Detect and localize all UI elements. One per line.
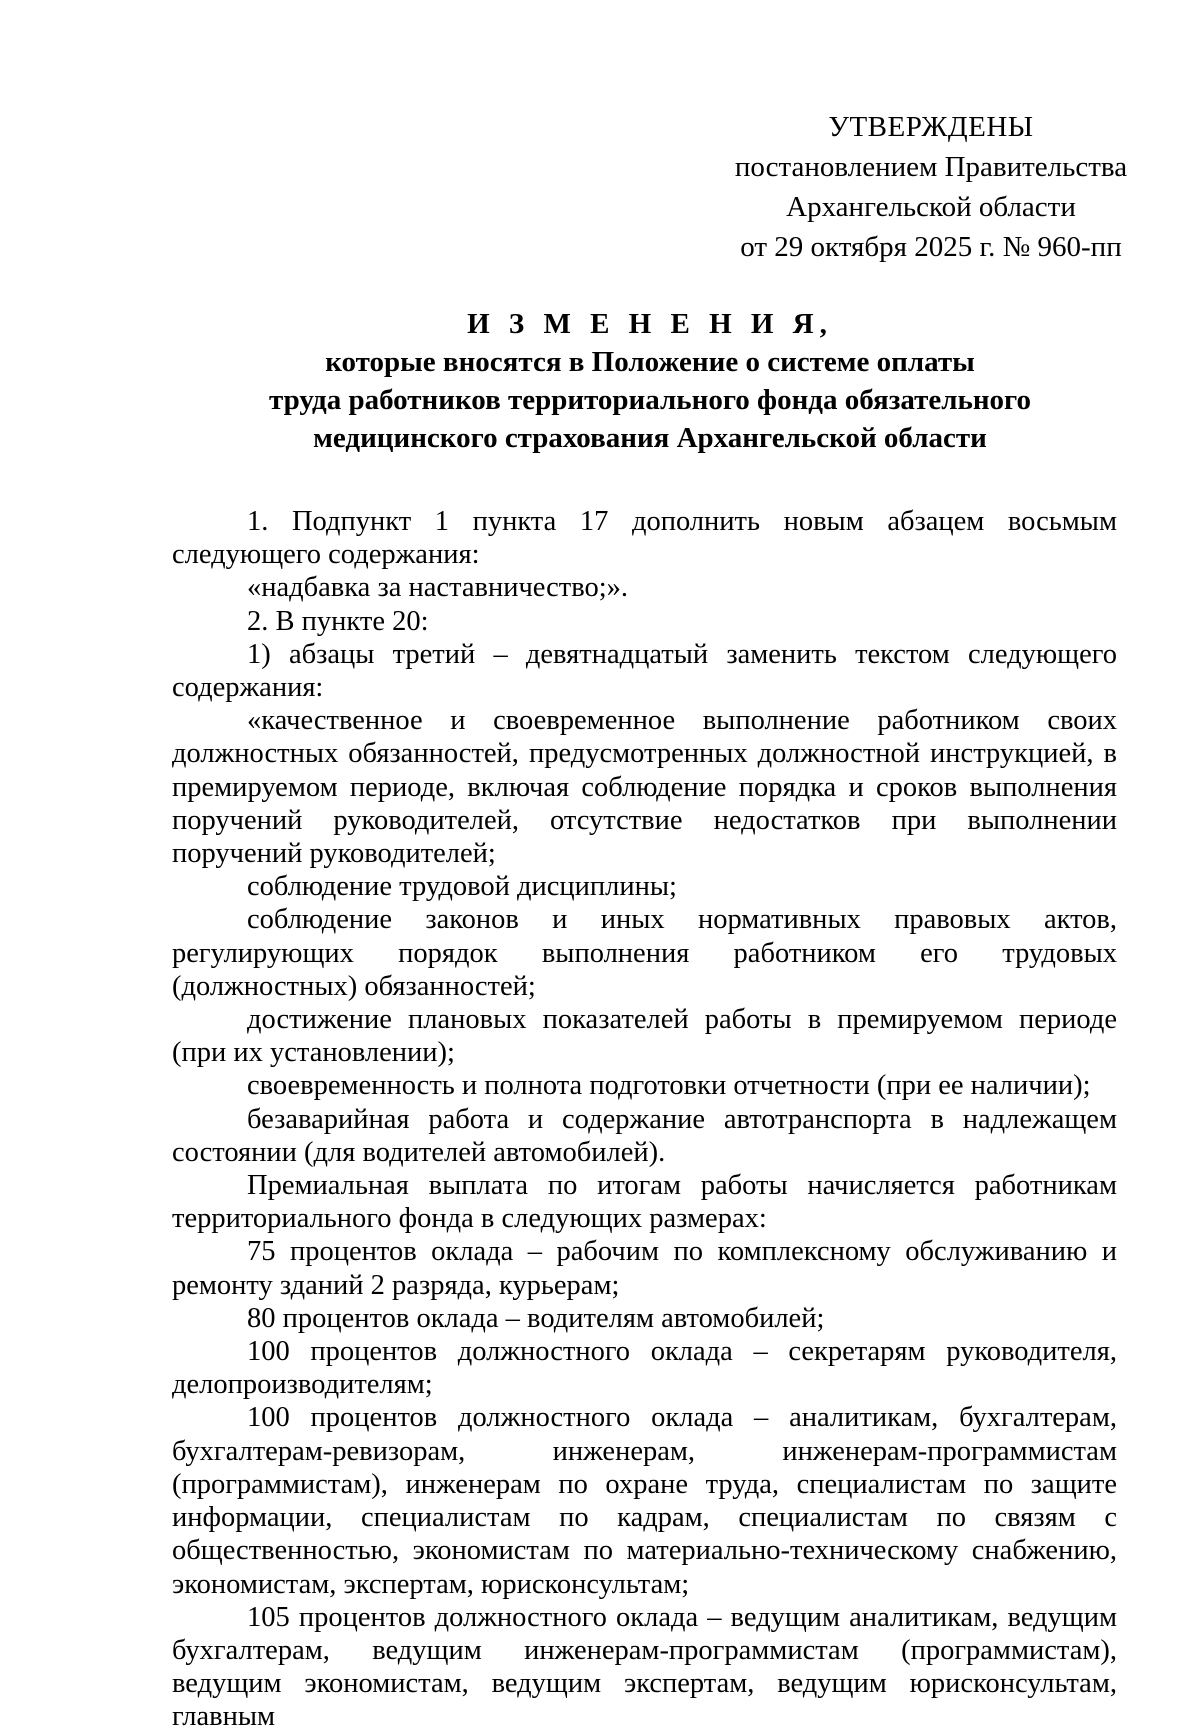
approval-line-1: постановлением Правительства [734, 151, 1128, 183]
document-body [172, 505, 1117, 1734]
heading-title: И З М Е Н Е Н И Я, [467, 308, 833, 340]
approval-line-3: от 29 октября 2025 г. № 960-пп [740, 231, 1122, 263]
paragraph: 1. Подпункт 1 пункта 17 дополнить новым абзацем восьмым следующего содержания: [172, 506, 1117, 571]
heading-line-1: которые вносятся в Положение о системе оплаты [325, 346, 975, 378]
paragraph: 100 процентов должностного оклада – аналитикам, бухгалтерам, бухгалтерам-ревизорам, инженерам, инженерам-программистам (программистам), инженерам по охране труда, специалистам по защите информации, специалистам по кадрам, специалистам по связям с общественностью, экономистам по материально-техническому снабжению, экономистам, экспертам, юрисконсультам; [172, 1402, 1117, 1600]
paragraph: 2. В пункте 20: [247, 605, 429, 637]
heading-line-2: труда работников территориального фонда обязательного [269, 384, 1031, 416]
paragraph: достижение плановых показателей работы в премируемом периоде (при их установлении); [172, 1004, 1117, 1069]
paragraph: «качественное и своевременное выполнение работником своих должностных обязанностей, предусмотренных должностной инструкцией, в премируемом периоде, включая соблюдение порядка и сроков выполнения поручений руководителей, отсутствие недостатков при выполнении поручений руководителей; [172, 705, 1117, 870]
document-heading [160, 305, 1140, 457]
paragraph: своевременность и полнота подготовки отчетности (при ее наличии); [247, 1070, 1091, 1102]
paragraph: соблюдение трудовой дисциплины; [247, 871, 677, 903]
paragraph: Премиальная выплата по итогам работы начисляется работникам территориального фонда в следующих размерах: [172, 1170, 1117, 1235]
approval-title: УТВЕРЖДЕНЫ [828, 111, 1034, 143]
paragraph: 1) абзацы третий – девятнадцатый заменить текстом следующего содержания: [172, 638, 1117, 704]
paragraph: 105 процентов должностного оклада – ведущим аналитикам, ведущим бухгалтерам, ведущим инженерам-программистам (программистам), ведущим экономистам, ведущим экспертам, ведущим юрисконсультам, главным [172, 1601, 1117, 1733]
paragraph: соблюдение законов и иных нормативных правовых актов, регулирующих порядок выполнения работником его трудовых (должностных) обязанностей; [172, 904, 1117, 1002]
paragraph: 80 процентов оклада – водителям автомобилей; [247, 1302, 825, 1334]
heading-line-3: медицинского страхования Архангельской области [313, 422, 987, 454]
approval-block [731, 107, 1131, 267]
paragraph: безаварийная работа и содержание автотранспорта в надлежащем состоянии (для водителей автомобилей). [172, 1103, 1117, 1168]
paragraph: 75 процентов оклада – рабочим по комплексному обслуживанию и ремонту зданий 2 разряда, курьерам; [172, 1236, 1117, 1301]
paragraph: «надбавка за наставничество;». [247, 572, 629, 604]
approval-line-2: Архангельской области [786, 191, 1076, 223]
paragraph: 100 процентов должностного оклада – секретарям руководителя, делопроизводителям; [172, 1336, 1117, 1401]
